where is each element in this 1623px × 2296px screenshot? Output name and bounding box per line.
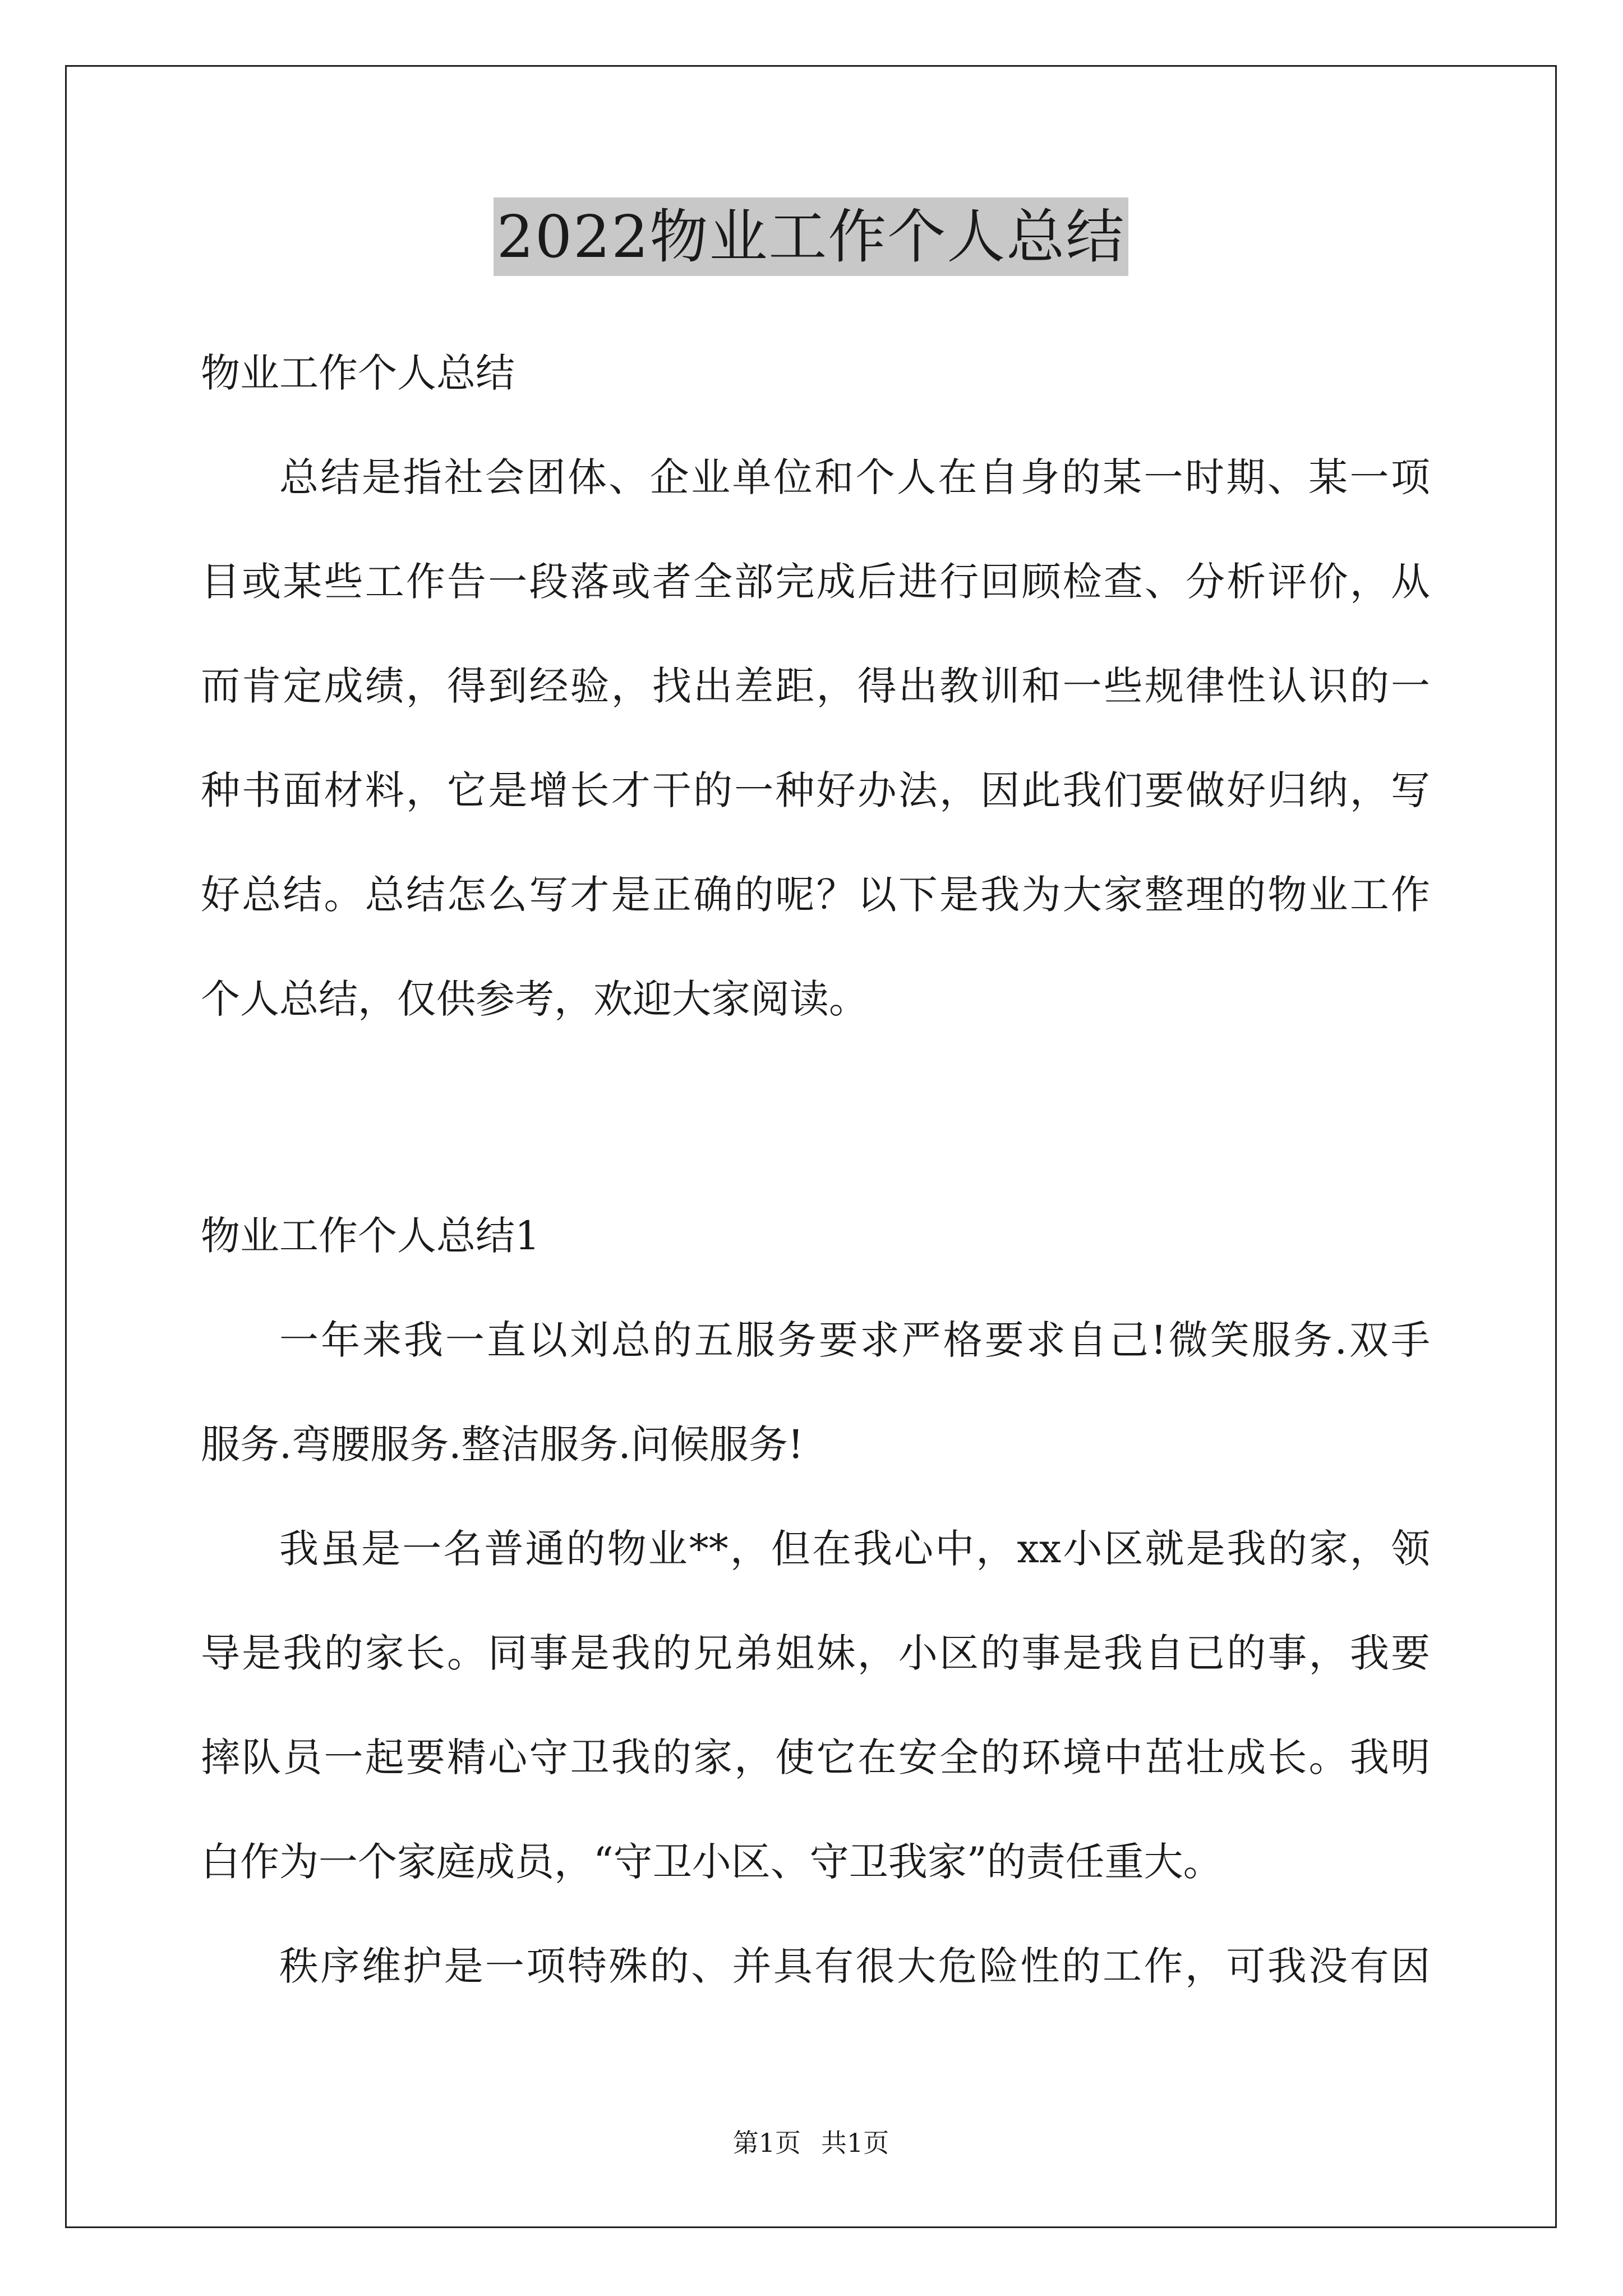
section1-line: 摔队员一起要精心守卫我的家，使它在安全的环境中茁壮成长。我明	[201, 1734, 1430, 1780]
intro-line: 总结是指社会团体、企业单位和个人在自身的某一时期、某一项	[279, 454, 1430, 500]
section1-line: 一年来我一直以刘总的五服务要求严格要求自己!微笑服务.双手	[279, 1317, 1430, 1363]
page-total: 共1页	[821, 2128, 889, 2158]
document-title: 2022物业工作个人总结	[494, 197, 1129, 276]
page-footer	[65, 2126, 1557, 2160]
intro-line: 而肯定成绩，得到经验，找出差距，得出教训和一些规律性认识的一	[201, 663, 1430, 709]
section1-line: 服务.弯腰服务.整洁服务.问候服务!	[201, 1421, 804, 1467]
section1-line: 我虽是一名普通的物业**，但在我心中，xx小区就是我的家，领	[279, 1526, 1430, 1572]
intro-line: 目或某些工作告一段落或者全部完成后进行回顾检查、分析评价，从	[201, 559, 1430, 605]
intro-heading: 物业工作个人总结	[201, 350, 515, 396]
section1-line: 导是我的家长。同事是我的兄弟姐妹，小区的事是我自已的事，我要	[201, 1630, 1430, 1676]
section1-line: 秩序维护是一项特殊的、并具有很大危险性的工作，可我没有因	[279, 1943, 1430, 1989]
title-container	[65, 197, 1557, 276]
section1-line: 白作为一个家庭成员，“守卫小区、守卫我家”的责任重大。	[201, 1839, 1223, 1885]
intro-line: 个人总结，仅供参考，欢迎大家阅读。	[201, 976, 868, 1022]
intro-line: 种书面材料，它是增长才干的一种好办法，因此我们要做好归纳，写	[201, 767, 1430, 813]
page-number: 第1页	[732, 2128, 801, 2158]
section1-heading: 物业工作个人总结1	[201, 1213, 540, 1259]
intro-line: 好总结。总结怎么写才是正确的呢？以下是我为大家整理的物业工作	[201, 872, 1430, 918]
